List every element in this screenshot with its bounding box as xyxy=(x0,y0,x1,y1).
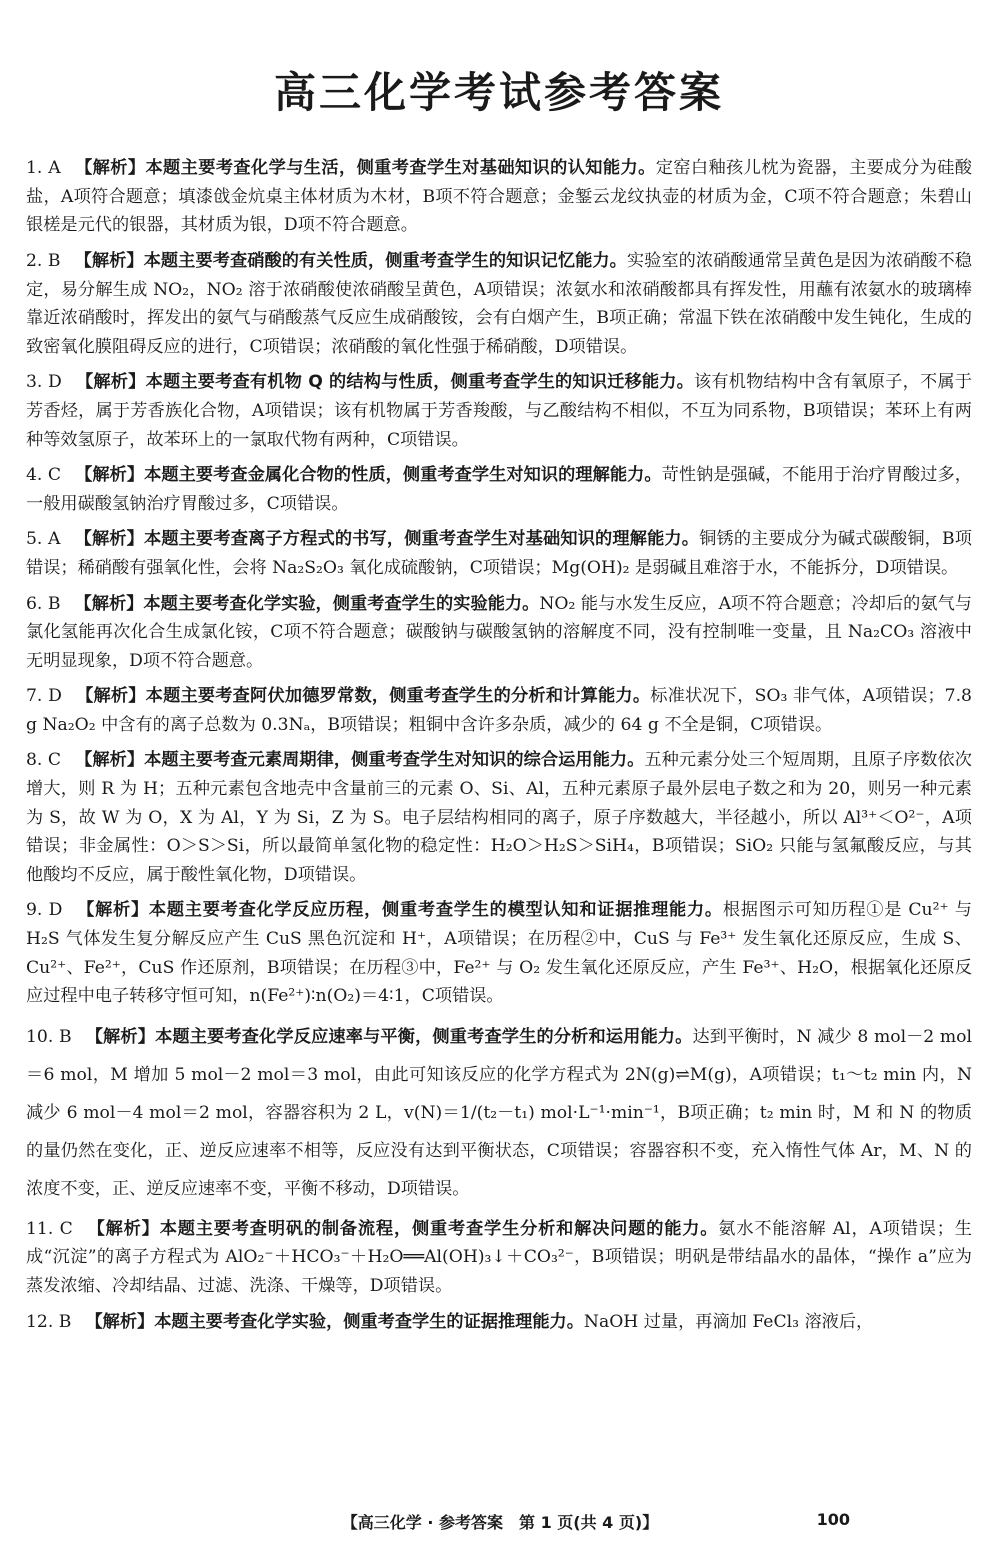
answer-item-3 xyxy=(26,368,972,454)
analysis-lead: 本题主要考查元素周期律，侧重考查学生对知识的综合运用能力。 xyxy=(144,750,645,771)
analysis-tag: 【解析】 xyxy=(74,158,146,179)
answer-item-8 xyxy=(26,746,972,889)
analysis-body: NO₂ 能与水发生反应，A项不符合题意；冷却后的氨气与氯化氢能再次化合生成氯化铵，C项不符合题意；碳酸钠与碳酸氢钠的溶解度不同，没有控制唯一变量，且 Na₂CO₃ 溶液中无明显现象，D项不符合题意。 xyxy=(26,593,972,671)
page-footer xyxy=(0,1510,1000,1533)
question-number: 8. C xyxy=(26,750,62,771)
analysis-lead: 本题主要考查化学反应历程，侧重考查学生的模型认知和证据推理能力。 xyxy=(148,900,723,921)
analysis-tag: 【解析】 xyxy=(74,593,144,614)
analysis-tag: 【解析】 xyxy=(86,1218,160,1239)
analysis-tag: 【解析】 xyxy=(75,686,146,707)
answer-item-11 xyxy=(26,1215,972,1301)
answer-item-9 xyxy=(26,896,972,1010)
analysis-body: 五种元素分处三个短周期，且原子序数依次增大，则 R 为 H；五种元素包含地壳中含量前三的元素 O、Si、Al，五种元素原子最外层电子数之和为 20，则另一种元素为 S，故 W 为 O，X 为 Al，Y 为 Si，Z 为 S。电子层结构相同的离子，原子序数越大，半径越小，所以 Al³⁺＜O²⁻，A项错误；非金属性：O＞S＞Si，所以最简单氢化物的稳定性：H₂O＞H₂S＞SiH₄，B项错误；SiO₂ 只能与氢氟酸反应，与其他酸均不反应，属于酸性氧化物，D项错误。 xyxy=(26,750,972,885)
analysis-lead: 本题主要考查硝酸的有关性质，侧重考查学生的知识记忆能力。 xyxy=(143,250,627,271)
answer-item-6 xyxy=(26,590,972,676)
question-number: 6. B xyxy=(26,593,61,614)
question-number: 12. B xyxy=(26,1311,72,1332)
question-number: 10. B xyxy=(26,1026,72,1047)
question-number: 3. D xyxy=(26,372,62,393)
footer-code: 100 xyxy=(816,1510,850,1529)
analysis-body: 标准状况下，SO₃ 非气体，A项错误；7.8 g Na₂O₂ 中含有的离子总数为 0.3Nₐ，B项错误；粗铜中含许多杂质，减少的 64 g 不全是铜，C项错误。 xyxy=(26,686,972,735)
question-number: 1. A xyxy=(26,158,61,179)
analysis-body: 定窑白釉孩儿枕为瓷器，主要成分为硅酸盐，A项符合题意；填漆戗金炕桌主体材质为木材，B项不符合题意；金錾云龙纹执壶的材质为金，C项不符合题意；朱碧山银槎是元代的银器，其材质为银，D项不符合题意。 xyxy=(26,158,972,236)
analysis-body: 达到平衡时，N 减少 8 mol－2 mol＝6 mol，M 增加 5 mol－2 mol＝3 mol，由此可知该反应的化学方程式为 2N(g)⇌M(g)，A项错误；t₁～t₂ min 内，N 减少 6 mol－4 mol＝2 mol，容器容积为 2 L，v(N)＝1/(t₂－t₁) mol·L⁻¹·min⁻¹，B项正确；t₂ min 时，M 和 N 的物质的量仍然在变化，正、逆反应速率不相等，反应没有达到平衡状态，C项错误；容器容积不变，充入惰性气体 Ar，M、N 的浓度不变，正、逆反应速率不变，平衡不移动，D项错误。 xyxy=(26,1026,972,1199)
answer-item-10 xyxy=(26,1018,972,1208)
analysis-tag: 【解析】 xyxy=(85,1026,156,1047)
analysis-body: 根据图示可知历程①是 Cu²⁺ 与 H₂S 气体发生复分解反应产生 CuS 黑色沉淀和 H⁺，A项错误；在历程②中，CuS 与 Fe³⁺ 发生氧化还原反应，生成 S、Cu²⁺、Fe²⁺，CuS 作还原剂，B项错误；在历程③中，Fe²⁺ 与 O₂ 发生氧化还原反应，产生 Fe³⁺、H₂O，根据氧化还原反应过程中电子转移守恒可知，n(Fe²⁺)∶n(O₂)＝4∶1，C项错误。 xyxy=(26,900,972,1007)
analysis-body: NaOH 过量，再滴加 FeCl₃ 溶液后， xyxy=(583,1311,874,1332)
analysis-body: 实验室的浓硝酸通常呈黄色是因为浓硝酸不稳定，易分解生成 NO₂，NO₂ 溶于浓硝酸使浓硝酸呈黄色，A项错误；浓氨水和浓硝酸都具有挥发性，用蘸有浓氨水的玻璃棒靠近浓硝酸时，挥发出的氨气与硝酸蒸气反应生成硝酸铵，会有白烟产生，B项正确；常温下铁在浓硝酸中发生钝化，生成的致密氧化膜阻碍反应的进行，C项错误；浓硝酸的氧化性强于稀硝酸，D项错误。 xyxy=(26,250,972,357)
analysis-tag: 【解析】 xyxy=(74,529,144,550)
analysis-lead: 本题主要考查化学实验，侧重考查学生的实验能力。 xyxy=(143,593,540,614)
answer-item-2 xyxy=(26,247,972,361)
analysis-body: 铜锈的主要成分为碱式碳酸铜，B项错误；稀硝酸有强氧化性，会将 Na₂S₂O₃ 氧化成硫酸钠，C项错误；Mg(OH)₂ 是弱碱且难溶于水，不能拆分，D项错误。 xyxy=(26,529,972,578)
answer-item-5 xyxy=(26,525,972,582)
analysis-tag: 【解析】 xyxy=(74,250,144,271)
analysis-tag: 【解析】 xyxy=(75,750,145,771)
analysis-tag: 【解析】 xyxy=(75,372,146,393)
question-list xyxy=(26,154,972,1336)
question-number: 11. C xyxy=(26,1218,73,1239)
analysis-lead: 本题主要考查离子方程式的书写，侧重考查学生对基础知识的理解能力。 xyxy=(144,529,700,550)
analysis-tag: 【解析】 xyxy=(85,1311,155,1332)
analysis-tag: 【解析】 xyxy=(75,465,145,486)
question-number: 7. D xyxy=(26,686,62,707)
analysis-body: 氨水不能溶解 Al，A项错误；生成“沉淀”的离子方程式为 AlO₂⁻＋HCO₃⁻＋H₂O══Al(OH)₃↓＋CO₃²⁻，B项错误；明矾是带结晶水的晶体，“操作 a”应为蒸发浓缩、冷却结晶、过滤、洗涤、干燥等，D项错误。 xyxy=(26,1218,972,1296)
answer-item-12 xyxy=(26,1308,972,1337)
analysis-lead: 本题主要考查化学反应速率与平衡，侧重考查学生的分析和运用能力。 xyxy=(155,1026,693,1047)
question-number: 9. D xyxy=(26,900,63,921)
analysis-lead: 本题主要考查有机物 Q 的结构与性质，侧重考查学生的知识迁移能力。 xyxy=(145,372,695,393)
analysis-body: 苛性钠是强碱，不能用于治疗胃酸过多，一般用碳酸氢钠治疗胃酸过多，C项错误。 xyxy=(26,465,972,514)
analysis-lead: 本题主要考查明矾的制备流程，侧重考查学生分析和解决问题的能力。 xyxy=(159,1218,719,1239)
answer-item-4 xyxy=(26,461,972,518)
analysis-lead: 本题主要考查金属化合物的性质，侧重考查学生对知识的理解能力。 xyxy=(144,465,662,486)
analysis-lead: 本题主要考查阿伏加德罗常数，侧重考查学生的分析和计算能力。 xyxy=(145,686,651,707)
answer-item-7 xyxy=(26,682,972,739)
footer-text: 【高三化学 · 参考答案 第 1 页(共 4 页)】 xyxy=(341,1513,659,1532)
analysis-lead: 本题主要考查化学与生活，侧重考查学生对基础知识的认知能力。 xyxy=(145,158,656,179)
question-number: 2. B xyxy=(26,250,61,271)
page-title: 高三化学考试参考答案 xyxy=(273,68,724,117)
analysis-tag: 【解析】 xyxy=(76,900,149,921)
question-number: 4. C xyxy=(26,465,62,486)
answer-item-1 xyxy=(26,154,972,240)
analysis-lead: 本题主要考查化学实验，侧重考查学生的证据推理能力。 xyxy=(154,1311,584,1332)
analysis-body: 该有机物结构中含有氧原子，不属于芳香烃，属于芳香族化合物，A项错误；该有机物属于芳香羧酸，与乙酸结构不相似，不互为同系物，B项错误；苯环上有两种等效氢原子，故苯环上的一氯取代物有两种，C项错误。 xyxy=(26,372,972,450)
question-number: 5. A xyxy=(26,529,61,550)
